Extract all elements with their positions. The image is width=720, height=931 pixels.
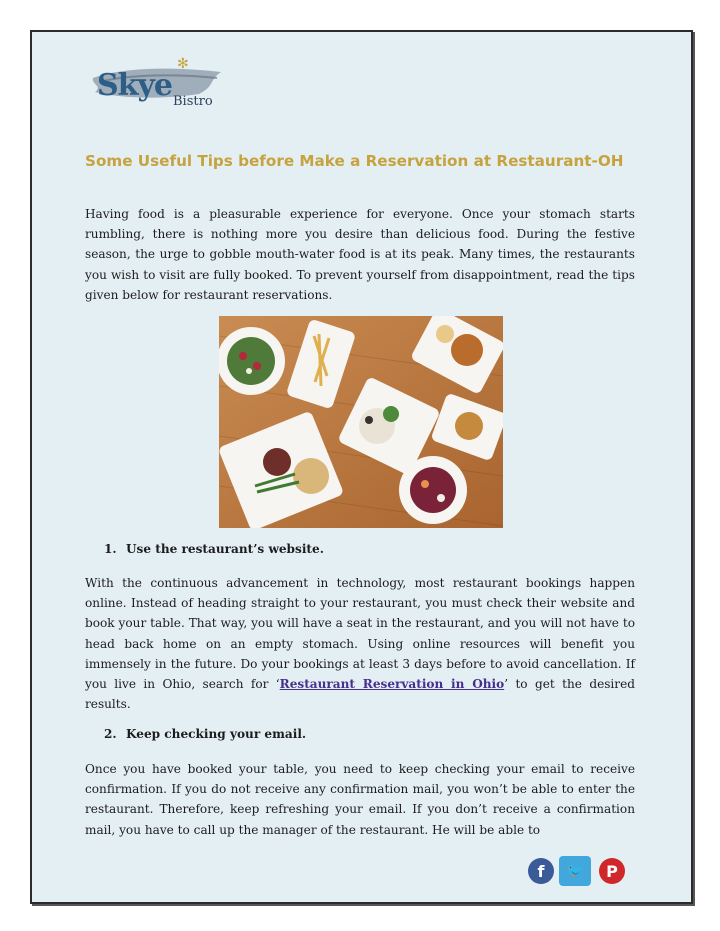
tip-heading-2: [104, 727, 306, 741]
tip-number-1: 1.: [104, 542, 117, 556]
food-photo: [219, 316, 503, 528]
logo-sub-text: Bistro: [173, 94, 213, 109]
pinterest-icon[interactable]: P: [599, 858, 625, 884]
skye-bistro-logo: [89, 56, 229, 116]
tip-heading-1: [104, 542, 324, 556]
tip-paragraph-1: [85, 573, 635, 714]
intro-paragraph: Having food is a pleasurable experience for everyone. Once your stomach starts rumbling, there is nothing more you desire than delicious food. During the festive season, the urge to gobble mouth-water food is at its peak. Many times, the restaurants you wish to visit are fully booked. To prevent yourself from disappointment, read the tips given below for restaurant reservations.: [85, 207, 635, 302]
tip-text-1-end: ’ to get the desired results.: [85, 677, 635, 712]
page-title: Some Useful Tips before Make a Reservation at Restaurant-OH: [85, 152, 624, 170]
document-page: [30, 30, 693, 904]
twitter-icon[interactable]: 🐦: [559, 856, 591, 886]
tip-paragraph-2: Once you have booked your table, you need to keep checking your email to receive confirmation. If you do not receive any confirmation mail, you won’t be able to enter the restaurant. Therefore, keep refreshing your email. If you don’t receive a confirmation mail, you have to call up the manager of the restaurant. He will be able to: [85, 762, 635, 837]
tip-number-2: 2.: [104, 727, 117, 741]
facebook-icon[interactable]: f: [528, 858, 554, 884]
tip-title-2: Keep checking your email.: [126, 727, 307, 741]
logo-main-text: Skye: [97, 68, 172, 103]
restaurant-reservation-link[interactable]: Restaurant Reservation in Ohio: [279, 677, 505, 692]
palm-star-icon: ✻: [177, 56, 189, 72]
tip-title-1: Use the restaurant’s website.: [126, 542, 324, 556]
tip-text-1: With the continuous advancement in technology, most restaurant bookings happen online. Instead of heading straight to your restaurant, you must check their website and book your table. That way, you will have a seat in the restaurant, and you will not have to head back home on an empty stomach. Using online resources will benefit you immensely in the future. Do your bookings at least 3 days before to avoid cancellation. If you live in Ohio, search for ‘: [85, 576, 635, 692]
